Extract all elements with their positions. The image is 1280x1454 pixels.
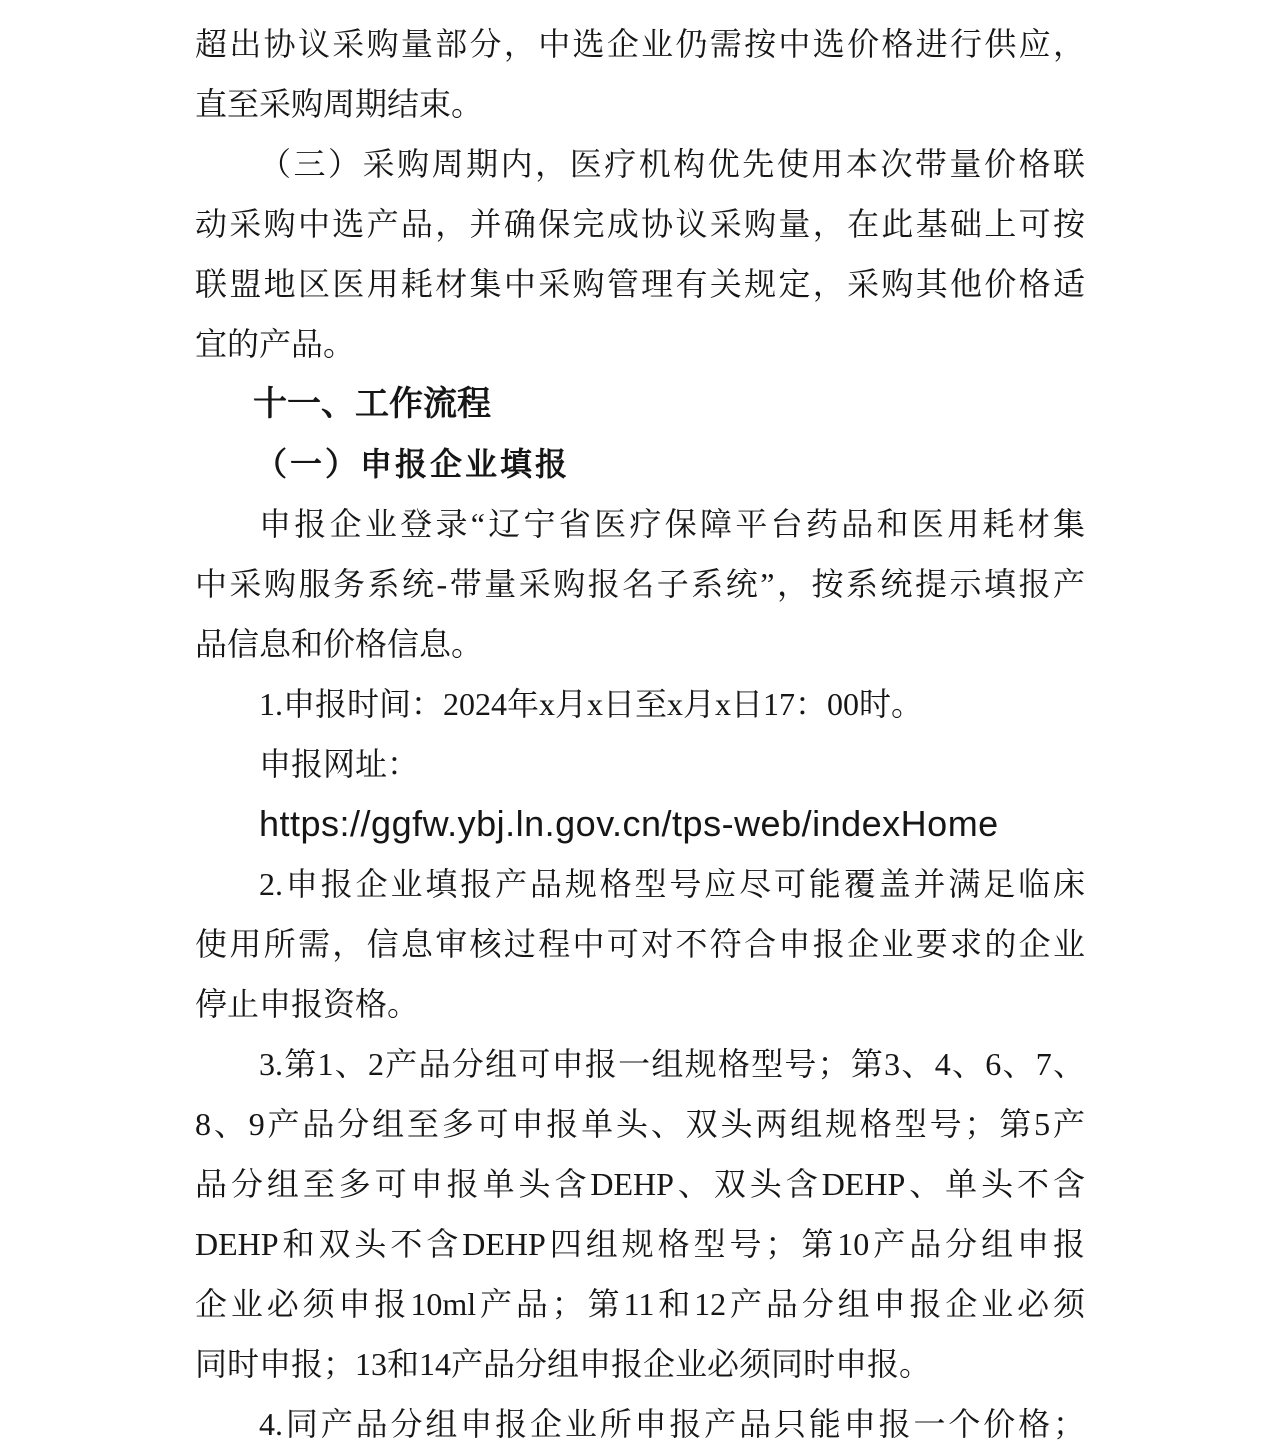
paragraph-line: 使用所需，信息审核过程中可对不符合申报企业要求的企业 <box>195 926 1085 962</box>
section-heading-workflow: 十一、工作流程 <box>253 385 491 423</box>
paragraph-line: 3.第1、2产品分组可申报一组规格型号；第3、4、6、7、 <box>259 1046 1085 1082</box>
paragraph-line: 4.同产品分组申报企业所申报产品只能申报一个价格； <box>259 1406 1085 1442</box>
paragraph-line: 联盟地区医用耗材集中采购管理有关规定，采购其他价格适 <box>195 266 1085 302</box>
paragraph-line: 宜的产品。 <box>195 326 356 362</box>
paragraph-line: DEHP和双头不含DEHP四组规格型号；第10产品分组申报 <box>195 1226 1085 1262</box>
declaration-url-label: 申报网址： <box>259 746 420 782</box>
paragraph-line: 动采购中选产品，并确保完成协议采购量，在此基础上可按 <box>195 206 1085 242</box>
paragraph-line: （三）采购周期内，医疗机构优先使用本次带量价格联 <box>259 146 1085 182</box>
declaration-url: https://ggfw.ybj.ln.gov.cn/tps-web/indexHome <box>259 803 999 844</box>
paragraph-line: 同时申报；13和14产品分组申报企业必须同时申报。 <box>195 1346 932 1382</box>
paragraph-line: 企业必须申报10ml产品；第11和12产品分组申报企业必须 <box>195 1286 1085 1322</box>
paragraph-line: 中采购服务系统-带量采购报名子系统”，按系统提示填报产 <box>195 566 1085 602</box>
paragraph-line: 2.申报企业填报产品规格型号应尽可能覆盖并满足临床 <box>259 866 1085 902</box>
declaration-time-line: 1.申报时间：2024年x月x日至x月x日17：00时。 <box>259 686 924 722</box>
paragraph-line: 品分组至多可申报单头含DEHP、双头含DEHP、单头不含 <box>195 1166 1085 1202</box>
paragraph-line: 申报企业登录“辽宁省医疗保障平台药品和医用耗材集 <box>259 506 1085 542</box>
paragraph-line: 品信息和价格信息。 <box>195 626 484 662</box>
paragraph-line: 超出协议采购量部分，中选企业仍需按中选价格进行供应， <box>195 26 1085 62</box>
paragraph-line: 直至采购周期结束。 <box>195 86 484 122</box>
paragraph-line: 停止申报资格。 <box>195 986 420 1022</box>
paragraph-line: 8、9产品分组至多可申报单头、双头两组规格型号；第5产 <box>195 1106 1085 1142</box>
subsection-heading-enterprise-filing: （一）申报企业填报 <box>255 446 571 482</box>
